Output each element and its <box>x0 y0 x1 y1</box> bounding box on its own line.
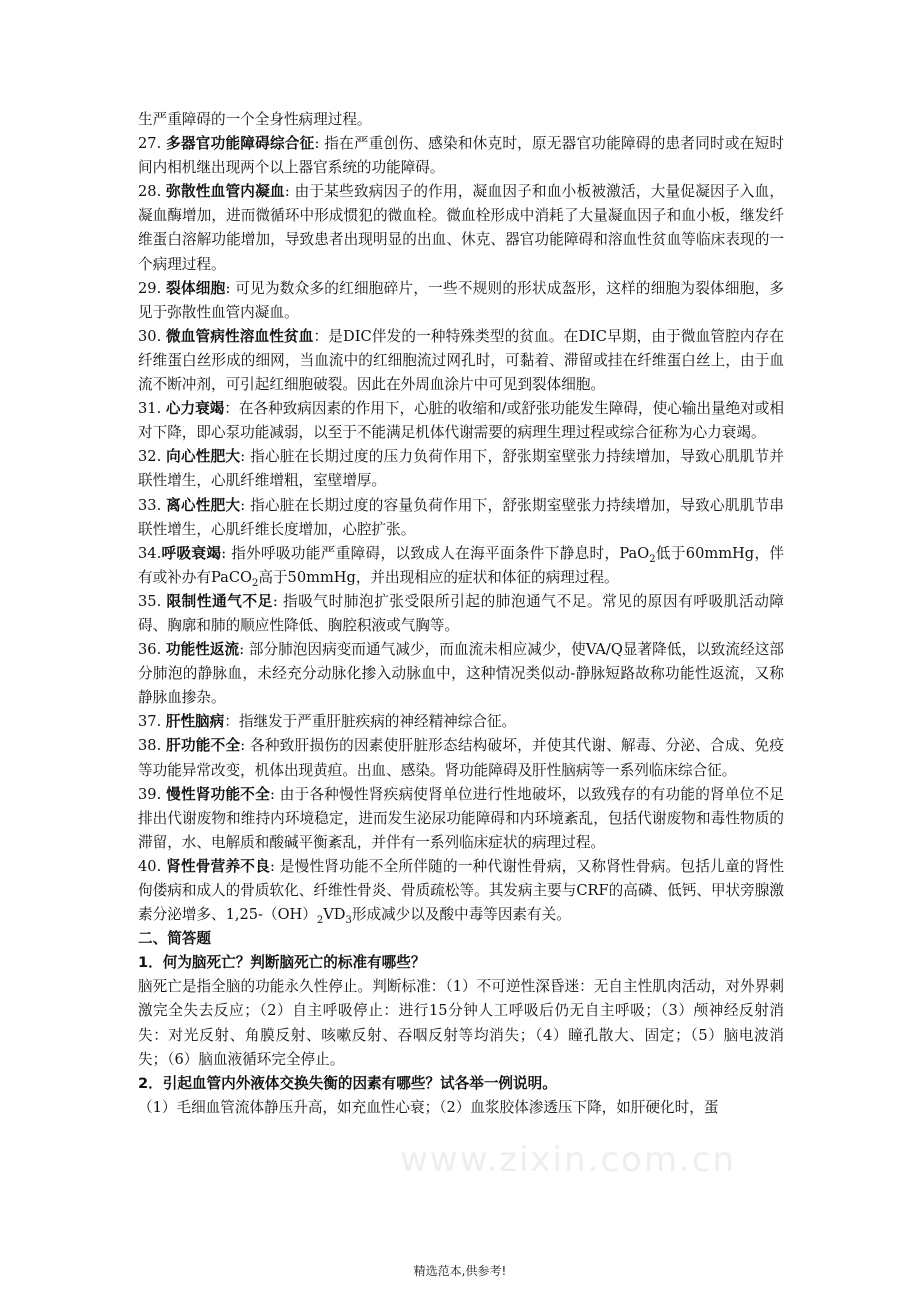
intro-text: 生严重障碍的一个全身性病理过程。 <box>138 111 372 128</box>
page-footer: 精选范本,供参考! <box>413 1264 507 1278</box>
entry-num: 39. <box>138 785 162 803</box>
question-title: 2．引起血管内外液体交换失衡的因素有哪些？试各举一例说明。 <box>138 1074 557 1092</box>
entry-term: 限制性通气不足 <box>166 592 273 610</box>
entry-32 <box>138 445 784 493</box>
entry-num: 37. <box>138 713 162 731</box>
entry-term: 肝功能不全 <box>166 737 241 755</box>
entry-sep: : <box>272 592 278 610</box>
entry-text: 在各种致病因素的作用下，心脏的收缩和/或舒张功能发生障碍，使心输出量绝对或相对下降，即心泵功能减弱，以至于不能满足机体代谢需要的病理生理过程或综合征称为心力衰竭。 <box>138 400 784 442</box>
subscript: 2 <box>251 577 259 589</box>
entry-39 <box>138 783 784 855</box>
entry-term: 功能性返流 <box>165 641 240 659</box>
entry-sep: : <box>221 544 227 562</box>
entry-sep: : <box>240 496 246 514</box>
entry-term: 肾性骨营养不良 <box>166 857 270 875</box>
entry-num: 38. <box>138 737 162 755</box>
entry-37 <box>138 710 784 734</box>
entry-term: 慢性肾功能不全 <box>166 785 270 803</box>
entry-text: 可见为数众多的红细胞碎片，一些不规则的形状成盔形，这样的细胞为裂体细胞，多见于弥散性血管内凝血。 <box>138 279 784 321</box>
entry-sep: : <box>240 737 246 755</box>
entry-text: 指继发于严重肝脏疾病的神经精神综合征。 <box>238 713 517 731</box>
entry-38 <box>138 734 784 782</box>
document-body <box>138 108 784 1120</box>
entry-term: 离心性肥大 <box>166 496 241 514</box>
entry-sep: ： <box>313 327 329 345</box>
entry-text: 低于60mmHg，伴有或补办有PaCO <box>138 544 784 586</box>
entry-text: 由于各种慢性肾疾病使肾单位进行性地破坏，以致残存的有功能的肾单位不足排出代谢废物和维持内环境稳定，进而发生泌尿功能障碍和内环境紊乱，包括代谢废物和毒性物质的滞留，水、电解质和酸碱平衡紊乱，并伴有一系列临床症状的病理过程。 <box>138 785 784 851</box>
entry-text: 部分肺泡因病变而通气减少，而血流未相应减少，使VA/Q显著降低，以致流经这部分肺泡的静脉血，未经充分动脉化掺入动脉血中，这种情况类似动-静脉短路故称功能性返流，又称静脉血掺杂。 <box>138 641 784 707</box>
entry-term: 心力衰竭 <box>165 400 225 418</box>
entry-sep: : <box>240 448 246 466</box>
entry-29 <box>138 277 784 325</box>
subscript: 3 <box>345 915 352 926</box>
entry-text: 指心脏在长期过度的容量负荷作用下，舒张期室壁张力持续增加，导致心肌肌节串联性增生，心肌纤维长度增加，心腔扩张。 <box>138 496 784 538</box>
entry-num: 40. <box>138 857 162 875</box>
entry-27 <box>138 132 784 180</box>
entry-term: 微血管病性溶血性贫血 <box>166 327 314 345</box>
entry-num: 31. <box>138 400 162 418</box>
entry-num: 27. <box>138 135 162 153</box>
entry-text: 高于50mmHg，并出现相应的症状和体征的病理过程。 <box>258 568 619 586</box>
entry-40 <box>138 855 784 927</box>
section-heading: 二、简答题 <box>138 930 211 948</box>
entry-text: VD <box>323 906 346 924</box>
entry-sep: ： <box>224 713 239 731</box>
entry-term: 弥散性血管内凝血 <box>166 183 285 201</box>
entry-35 <box>138 590 784 638</box>
watermark: www.zixin.com.cn <box>400 1140 736 1180</box>
entry-term: 呼吸衰竭 <box>161 544 222 562</box>
entry-sep: : <box>284 183 290 201</box>
entry-34 <box>138 542 784 590</box>
entry-text: 指心脏在长期过度的压力负荷作用下，舒张期室壁张力持续增加，导致心肌肌节并联性增生，心肌纤维增粗，室壁增厚。 <box>138 448 784 490</box>
entry-term: 肝性脑病 <box>165 713 225 731</box>
question-title: 1．何为脑死亡？判断脑死亡的标准有哪些？ <box>138 954 426 972</box>
entry-text: 由于某些致病因子的作用，凝血因子和血小板被激活，大量促凝因子入血，凝血酶增加，进而微循环中形成惯犯的微血栓。微血栓形成中消耗了大量凝血因子和血小板，继发纤维蛋白溶解功能增加，导致患者出现明显的出血、休克、器官功能障碍和溶血性贫血等临床表现的一个病理过程。 <box>138 183 784 273</box>
entry-28 <box>138 180 784 276</box>
entry-sep: ： <box>224 400 239 418</box>
entry-sep: : <box>314 135 320 153</box>
entry-num: 29. <box>138 279 162 297</box>
subscript: 2 <box>649 553 656 565</box>
entry-term: 裂体细胞 <box>166 279 226 297</box>
entry-num: 36. <box>138 641 162 659</box>
entry-36 <box>138 638 784 710</box>
entry-31 <box>138 397 784 445</box>
entry-30 <box>138 325 784 397</box>
entry-term: 向心性肥大 <box>166 448 241 466</box>
entry-text: 指在严重创伤、感染和休克时，原无器官功能障碍的患者同时或在短时间内相机继出现两个以上器官系统的功能障碍。 <box>138 135 784 177</box>
entry-sep: : <box>269 785 275 803</box>
question-answer: （1）毛细血管流体静压升高，如充血性心衰；（2）血浆胶体渗透压下降，如肝硬化时，蛋 <box>138 1098 719 1116</box>
entry-sep: : <box>239 641 245 659</box>
entry-num: 33. <box>138 496 162 514</box>
entry-text: 是慢性肾功能不全所伴随的一种代谢性骨病，又称肾性骨病。包括儿童的肾性佝偻病和成人的骨质软化、纤维性骨炎、骨质疏松等。其发病主要与CRF的高磷、低钙、甲状旁腺激素分泌增多、1,25-（OH） <box>138 857 784 924</box>
subscript: 2 <box>316 915 324 926</box>
question-answer: 脑死亡是指全脑的功能永久性停止。判断标准：（1）不可逆性深昏迷：无自主性肌肉活动，对外界刺激完全失去反应；（2）自主呼吸停止：进行15分钟人工呼吸后仍无自主呼吸；（3）颅神经反射消失：对光反射、角膜反射、咳嗽反射、吞咽反射等均消失；（4）瞳孔散大、固定；（5）脑电波消失；（6）脑血液循环完全停止。 <box>138 978 784 1068</box>
entry-33 <box>138 494 784 542</box>
entry-term: 多器官功能障碍综合征 <box>166 135 315 153</box>
entry-text: 指吸气时肺泡扩张受限所引起的肺泡通气不足。常见的原因有呼吸肌活动障碍、胸廓和肺的顺应性降低、胸腔积液或气胸等。 <box>138 592 784 634</box>
entry-sep: : <box>269 857 275 875</box>
entry-num: 28. <box>138 183 162 201</box>
entry-sep: : <box>225 279 231 297</box>
entry-text: 是DIC伴发的一种特殊类型的贫血。在DIC早期，由于微血管腔内存在纤维蛋白丝形成的细网，当血流中的红细胞流过网孔时，可黏着、滞留或挂在纤维蛋白丝上，由于血流不断冲剂，可引起红细胞破裂。因此在外周血涂片中可见到裂体细胞。 <box>138 327 784 394</box>
entry-text: 形成减少以及酸中毒等因素有关。 <box>351 906 571 924</box>
entry-num: 35. <box>138 592 162 610</box>
entry-num: 34. <box>138 544 162 562</box>
entry-num: 30. <box>138 327 162 345</box>
entry-text: 各种致肝损伤的因素使肝脏形态结构破坏，并使其代谢、解毒、分泌、合成、免疫等功能异常改变，机体出现黄疸。出血、感染。肾功能障碍及肝性脑病等一系列临床综合征。 <box>138 737 784 779</box>
entry-num: 32. <box>138 448 162 466</box>
entry-text: 指外呼吸功能严重障碍，以致成人在海平面条件下静息时，PaO <box>231 544 650 562</box>
